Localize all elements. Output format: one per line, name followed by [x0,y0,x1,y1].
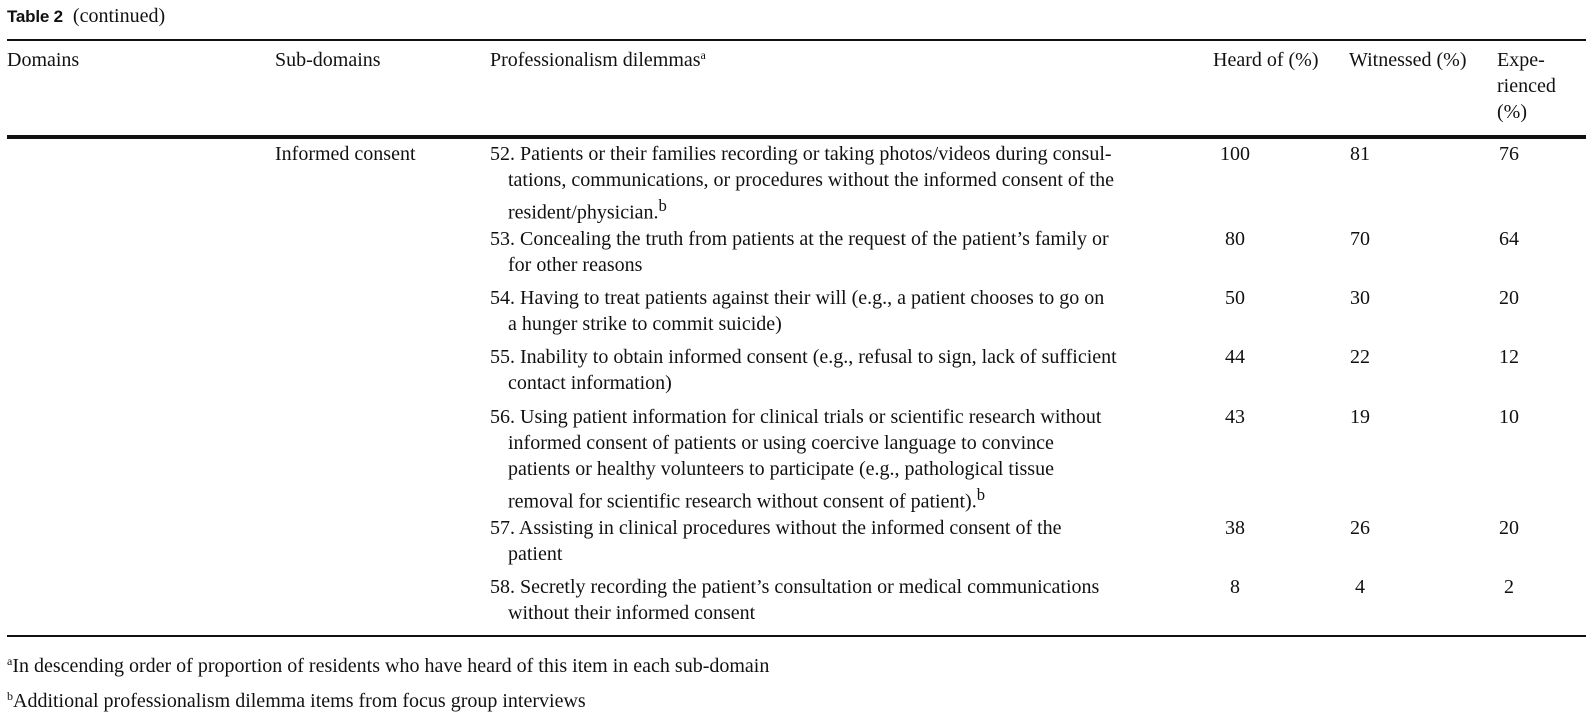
heard-value: 50 [1225,287,1245,309]
witnessed-value: 26 [1350,517,1370,539]
experienced-value: 10 [1499,406,1519,428]
top-rule [7,39,1586,41]
witnessed-value: 22 [1350,346,1370,368]
dilemma-line: 56. Using patient information for clinical trials or scientific research without [490,406,1102,428]
header-domains: Domains [7,49,80,71]
header-heard-of: Heard of (%) [1213,49,1319,71]
dilemma-line-text: removal for scientific research without consent of patient). [508,490,977,513]
header-dilemmas-footnote-mark: a [700,48,706,63]
dilemma-text [490,515,1198,567]
experienced-value: 12 [1499,346,1519,368]
table-label: Table 2 [7,7,63,26]
table-caption-continued: (continued) [72,5,166,27]
bottom-rule [7,635,1586,637]
dilemma-line: 53. Concealing the truth from patients at the request of the patient’s family or [490,228,1109,250]
footnote-b-mark: b [7,689,13,704]
experienced-value: 20 [1499,287,1519,309]
dilemma-line: 58. Secretly recording the patient’s consultation or medical communications [490,576,1100,598]
dilemma-text [490,285,1198,337]
dilemma-line: contact information) [508,372,672,394]
dilemma-footnote-mark: b [976,485,986,504]
sub-domain-informed-consent: Informed consent [275,143,416,165]
heard-value: 43 [1225,406,1245,428]
header-experienced [1497,47,1586,125]
witnessed-value: 4 [1355,576,1365,598]
dilemma-line: patient [508,543,563,565]
dilemma-line: without their informed consent [508,602,756,624]
header-sub-domains: Sub-domains [275,49,381,71]
header-dilemmas [490,47,706,73]
experienced-value: 64 [1499,228,1519,250]
dilemma-line-text: resident/physician. [508,201,659,224]
heard-value: 8 [1230,576,1240,598]
dilemma-line: tations, communications, or procedures without the informed consent of the [508,169,1114,191]
witnessed-value: 70 [1350,228,1370,250]
header-rule [7,135,1586,139]
heard-value: 100 [1220,143,1250,165]
header-experienced-line: rienced [1497,75,1556,97]
dilemma-line: a hunger strike to commit suicide) [508,313,782,335]
dilemma-line: for other reasons [508,254,643,276]
dilemma-line: 52. Patients or their families recording or taking photos/videos during consul- [490,143,1112,165]
header-experienced-line: (%) [1497,101,1527,123]
dilemma-line: informed consent of patients or using coercive language to convince [508,432,1054,454]
footnote-a [7,653,769,679]
footnote-b-text: Additional professionalism dilemma items from focus group interviews [13,690,586,712]
dilemma-text [490,574,1198,626]
dilemma-line: 54. Having to treat patients against their will (e.g., a patient chooses to go on [490,287,1105,309]
dilemma-line: patients or healthy volunteers to participate (e.g., pathological tissue [508,458,1054,480]
dilemma-text [490,404,1198,515]
experienced-value: 20 [1499,517,1519,539]
heard-value: 80 [1225,228,1245,250]
dilemma-text [490,141,1198,226]
dilemma-text [490,344,1198,396]
table-caption [7,4,165,29]
dilemma-text [490,226,1198,278]
dilemma-footnote-mark: b [658,196,667,215]
experienced-value: 76 [1499,143,1519,165]
footnote-a-mark: a [7,654,13,669]
dilemma-line [490,193,1198,226]
heard-value: 38 [1225,517,1245,539]
header-witnessed: Witnessed (%) [1349,49,1467,71]
header-dilemmas-label: Professionalism dilemmas [490,49,701,71]
experienced-value: 2 [1504,576,1514,598]
witnessed-value: 30 [1350,287,1370,309]
witnessed-value: 19 [1350,406,1370,428]
witnessed-value: 81 [1350,143,1370,165]
heard-value: 44 [1225,346,1245,368]
dilemma-line: 55. Inability to obtain informed consent (e.g., refusal to sign, lack of sufficient [490,346,1117,368]
dilemma-line [490,482,1198,515]
header-experienced-line: Expe- [1497,49,1545,71]
footnote-b [7,688,586,714]
dilemma-line: 57. Assisting in clinical procedures without the informed consent of the [490,517,1062,539]
footnote-a-text: In descending order of proportion of residents who have heard of this item in each sub-domain [12,655,770,677]
